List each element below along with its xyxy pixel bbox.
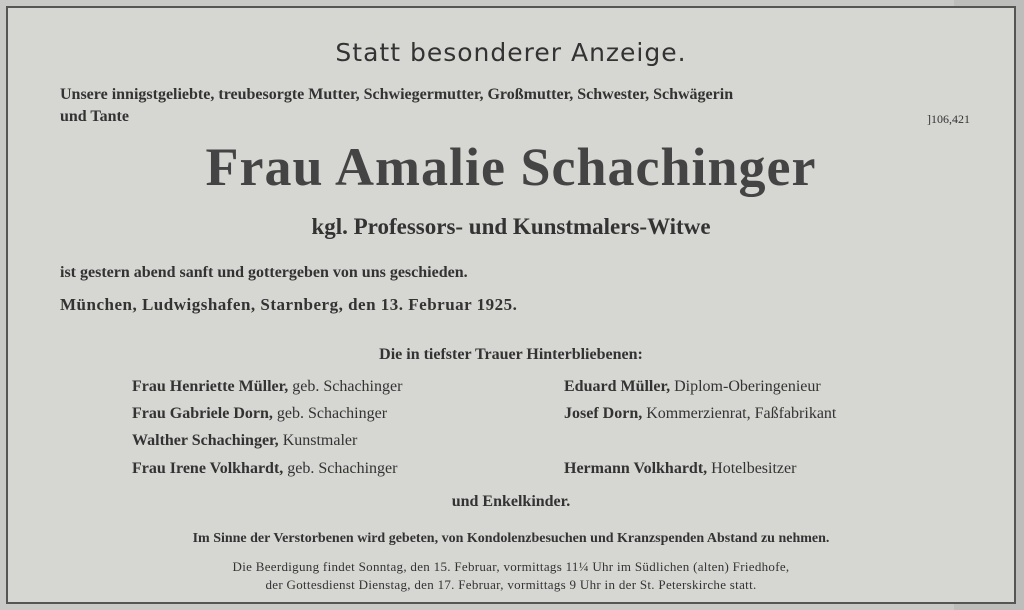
relative-entry — [564, 460, 796, 478]
mourners-heading: Die in tiefster Trauer Hinterbliebenen: — [379, 346, 643, 363]
relative-detail: geb. Schachinger — [292, 378, 403, 395]
relative-detail: Kommerzienrat, Faßfabrikant — [646, 405, 837, 422]
relative-entry — [132, 460, 397, 478]
death-text: ist gestern abend sanft und gottergeben von uns geschieden. — [60, 264, 468, 281]
intro-line-1: Unsere innigstgeliebte, treubesorgte Mutter, Schwiegermutter, Großmutter, Schwester, Schwägerin — [60, 86, 734, 103]
deceased-name: Frau Amalie Schachinger — [205, 137, 817, 197]
funeral-info-line-1: Die Beerdigung findet Sonntag, den 15. Februar, vormittags 11¼ Uhr im Südlichen (alten) Friedhofe, — [232, 559, 790, 574]
relative-name: Frau Irene Volkhardt, — [132, 460, 284, 477]
notice-header: Statt besonderer Anzeige. — [335, 38, 687, 67]
relative-name: Eduard Müller, — [564, 378, 671, 395]
place-date: München, Ludwigshafen, Starnberg, den 13. Februar 1925. — [60, 295, 518, 314]
condolence-request: Im Sinne der Verstorbenen wird gebeten, von Kondolenzbesuchen und Kranzspenden Abstand zu nehmen. — [192, 531, 830, 546]
relative-name: Walther Schachinger, — [132, 432, 279, 449]
relative-entry — [564, 405, 836, 423]
intro-line-2: und Tante — [60, 108, 129, 125]
relative-name: Frau Henriette Müller, — [132, 378, 289, 395]
relative-detail: geb. Schachinger — [287, 460, 398, 477]
relative-entry — [132, 378, 402, 396]
relative-detail: Kunstmaler — [282, 432, 358, 449]
funeral-info-line-2: der Gottesdienst Dienstag, den 17. Februar, vormittags 9 Uhr in der St. Peterskirche statt. — [265, 577, 757, 592]
relative-detail: Hotelbesitzer — [711, 460, 797, 477]
relative-name: Frau Gabriele Dorn, — [132, 405, 273, 422]
relative-entry — [132, 405, 387, 423]
deceased-title: kgl. Professors- und Kunstmalers-Witwe — [311, 214, 711, 239]
reference-number: ]106,421 — [927, 112, 970, 126]
relative-entry — [564, 378, 821, 396]
relative-detail: geb. Schachinger — [276, 405, 388, 422]
relative-entry — [132, 432, 357, 450]
relative-detail: Diplom-Oberingenieur — [674, 378, 821, 395]
relative-name: Hermann Volkhardt, — [564, 460, 708, 477]
grandchildren-line: und Enkelkinder. — [451, 493, 571, 510]
death-notice — [6, 6, 1016, 604]
relative-name: Josef Dorn, — [564, 405, 643, 422]
